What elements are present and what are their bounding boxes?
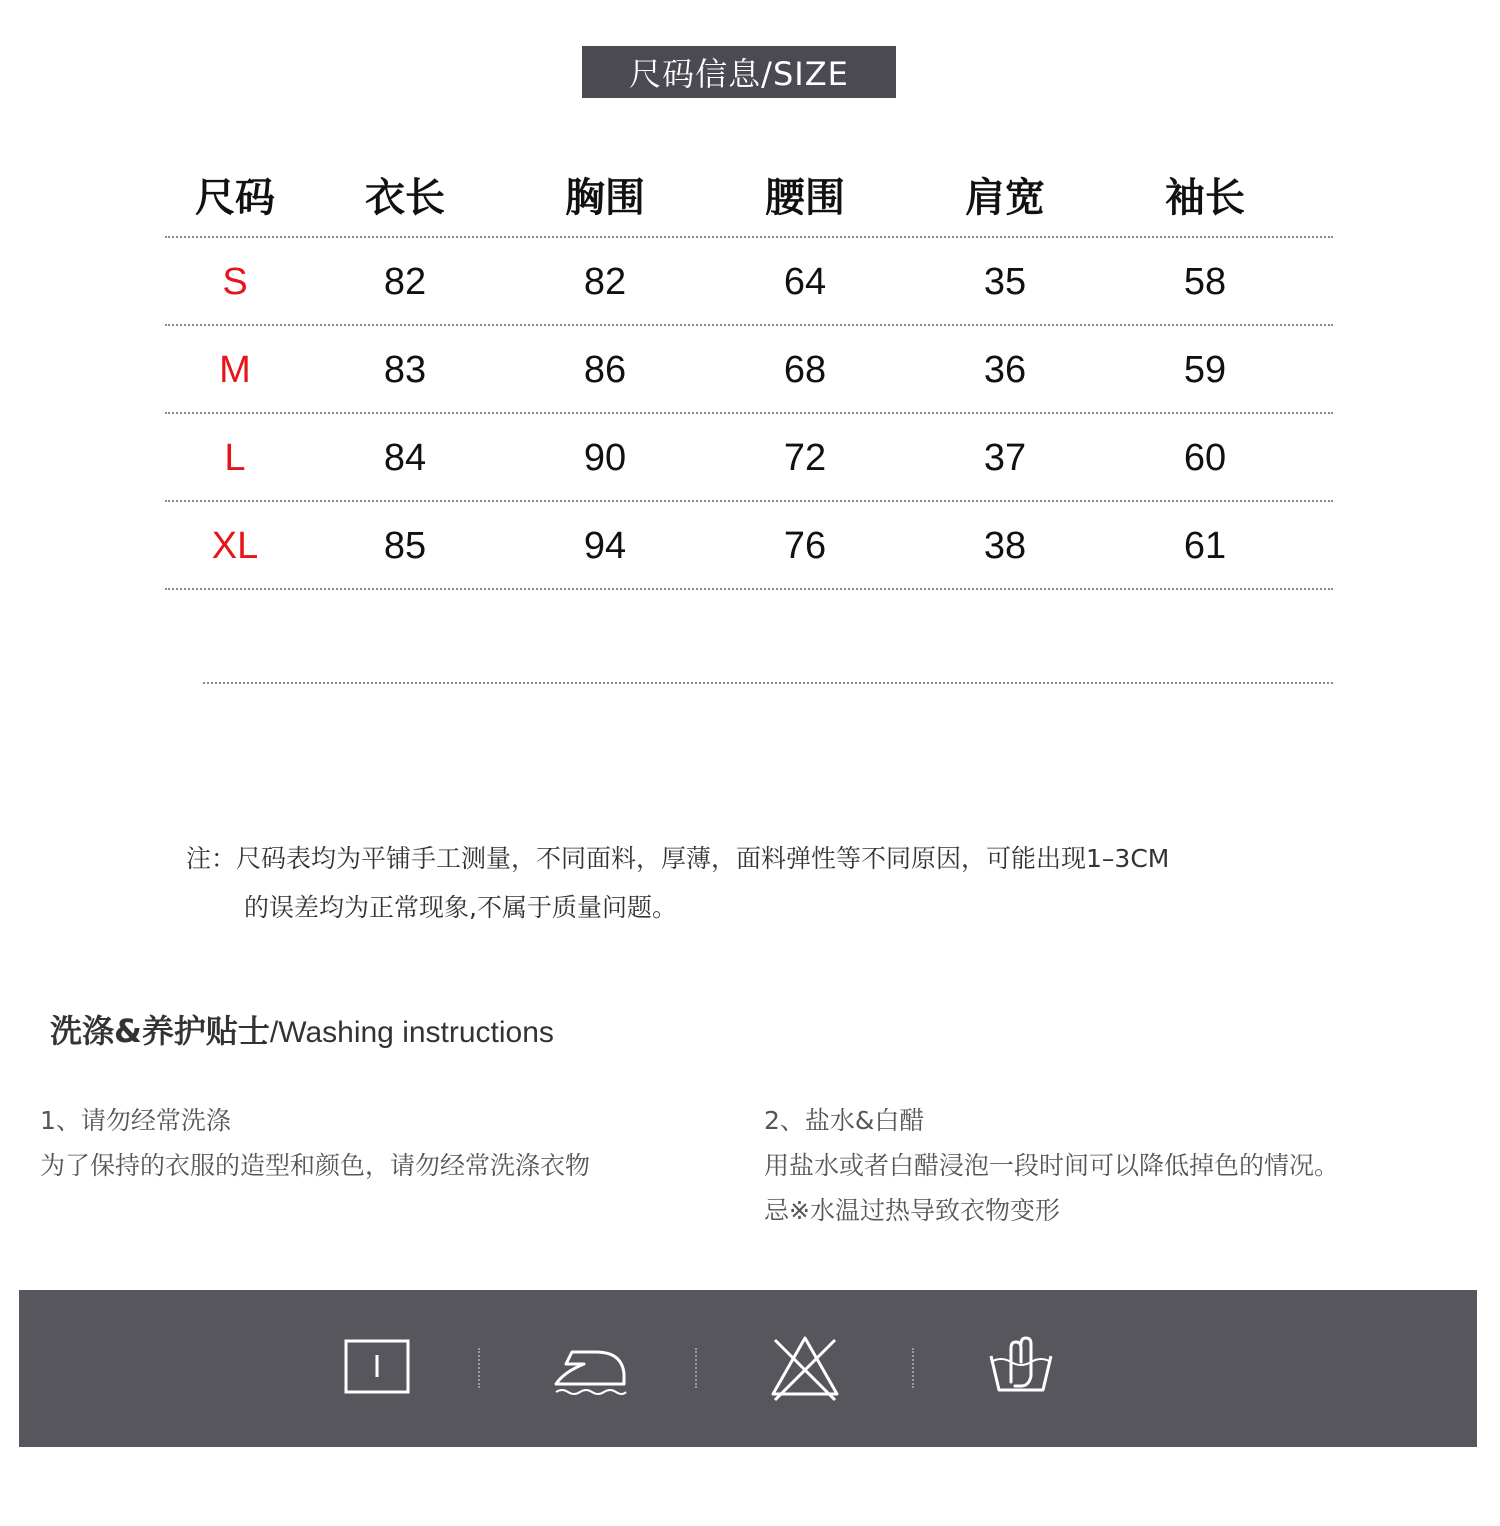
care-symbols-bar bbox=[19, 1290, 1477, 1447]
header-cell: 衣长 bbox=[365, 174, 445, 221]
no-bleach-icon bbox=[765, 1332, 845, 1402]
table-cell: 61 bbox=[1183, 524, 1227, 567]
table-cell: 83 bbox=[383, 348, 427, 391]
header-cell: 腰围 bbox=[765, 174, 845, 221]
size-label: L bbox=[224, 436, 246, 479]
header-cell: 袖长 bbox=[1165, 174, 1245, 221]
table-cell: 36 bbox=[983, 348, 1027, 391]
washing-tip-1 bbox=[40, 1098, 590, 1188]
table-cell: 86 bbox=[583, 348, 627, 391]
table-row bbox=[165, 502, 1333, 590]
table-cell: 72 bbox=[783, 436, 827, 479]
row-divider bbox=[203, 682, 1333, 684]
table-cell: 59 bbox=[1183, 348, 1227, 391]
washing-tip-2 bbox=[764, 1098, 1339, 1233]
table-cell: 82 bbox=[583, 260, 627, 303]
header-cell: 肩宽 bbox=[965, 174, 1045, 221]
table-cell: 37 bbox=[983, 436, 1027, 479]
table-cell: 64 bbox=[783, 260, 827, 303]
icon-divider bbox=[912, 1348, 914, 1388]
table-header-row bbox=[165, 150, 1333, 238]
tip-body: 忌※水温过热导致衣物变形 bbox=[764, 1196, 1060, 1225]
table-cell: 90 bbox=[583, 436, 627, 479]
table-cell: 38 bbox=[983, 524, 1027, 567]
tip-body: 用盐水或者白醋浸泡一段时间可以降低掉色的情况。 bbox=[764, 1151, 1340, 1180]
table-cell: 85 bbox=[383, 524, 427, 567]
washing-heading-en: /Washing instructions bbox=[269, 1016, 554, 1049]
row-divider bbox=[165, 588, 1333, 590]
tumble-dry-icon bbox=[337, 1332, 417, 1402]
header-cell: 胸围 bbox=[565, 174, 645, 221]
header-cell: 尺码 bbox=[195, 174, 275, 221]
size-label: M bbox=[219, 348, 251, 391]
note-line: 的误差均为正常现象,不属于质量问题。 bbox=[244, 893, 677, 922]
icon-divider bbox=[478, 1348, 480, 1388]
table-cell: 94 bbox=[583, 524, 627, 567]
size-table bbox=[165, 150, 1333, 590]
table-cell: 35 bbox=[983, 260, 1027, 303]
table-row bbox=[165, 414, 1333, 502]
table-cell: 68 bbox=[783, 348, 827, 391]
size-label: S bbox=[222, 260, 248, 303]
size-note bbox=[186, 834, 1346, 932]
table-cell: 76 bbox=[783, 524, 827, 567]
size-label: XL bbox=[211, 524, 259, 567]
iron-icon bbox=[550, 1332, 630, 1402]
icon-divider bbox=[695, 1348, 697, 1388]
table-row bbox=[165, 326, 1333, 414]
table-cell: 82 bbox=[383, 260, 427, 303]
table-cell: 58 bbox=[1183, 260, 1227, 303]
table-row bbox=[165, 238, 1333, 326]
table-cell: 60 bbox=[1183, 436, 1227, 479]
hand-wash-icon bbox=[981, 1332, 1061, 1402]
size-title: 尺码信息/SIZE bbox=[582, 46, 896, 98]
washing-heading bbox=[50, 1006, 554, 1052]
note-line: 注：尺码表均为平铺手工测量，不同面料，厚薄，面料弹性等不同原因，可能出现1–3CM bbox=[186, 844, 1170, 873]
washing-heading-zh: 洗涤&养护贴士 bbox=[50, 1012, 270, 1050]
table-cell: 84 bbox=[383, 436, 427, 479]
tip-title: 2、盐水&白醋 bbox=[764, 1106, 925, 1135]
tip-body: 为了保持的衣服的造型和颜色，请勿经常洗涤衣物 bbox=[40, 1151, 591, 1180]
tip-title: 1、请勿经常洗涤 bbox=[40, 1106, 231, 1135]
